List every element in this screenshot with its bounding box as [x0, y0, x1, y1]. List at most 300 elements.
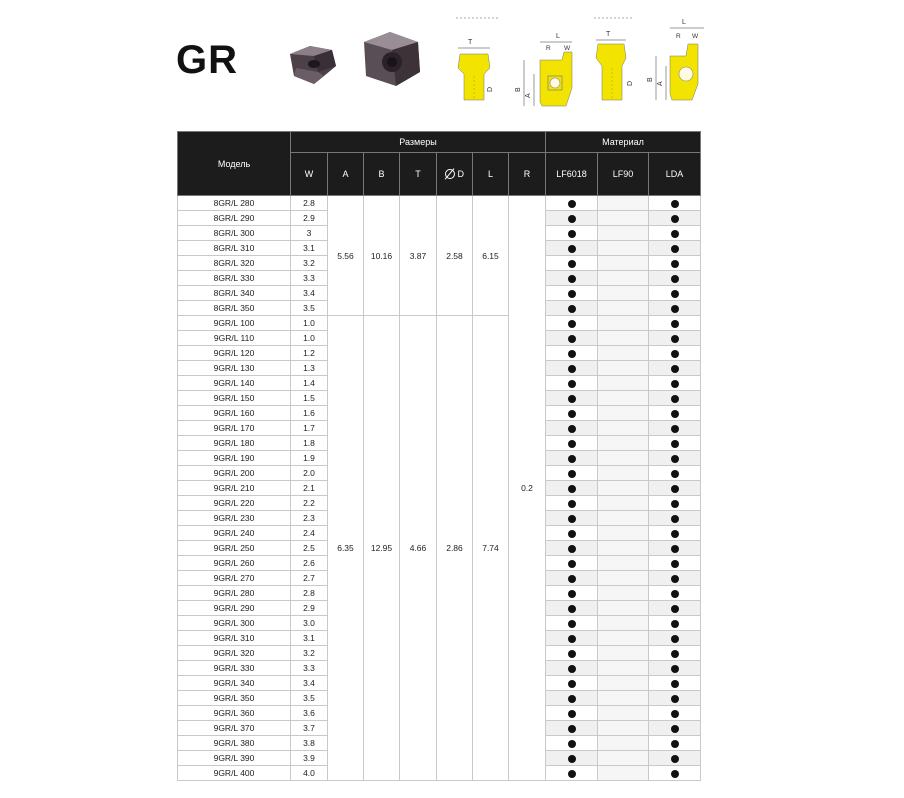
available-dot-icon	[671, 485, 679, 493]
available-dot-icon	[568, 410, 576, 418]
material-lda-cell	[649, 301, 701, 316]
available-dot-icon	[568, 740, 576, 748]
material-lf90-cell	[598, 226, 649, 241]
model-cell: 9GR/L 320	[178, 646, 291, 661]
b-cell: 12.95	[364, 316, 400, 781]
diameter-icon	[445, 169, 455, 179]
w-cell: 3.4	[291, 676, 328, 691]
dim-b-label: B	[647, 77, 654, 82]
model-cell: 9GR/L 260	[178, 556, 291, 571]
w-cell: 2.2	[291, 496, 328, 511]
available-dot-icon	[568, 290, 576, 298]
model-cell: 9GR/L 270	[178, 571, 291, 586]
w-cell: 3.5	[291, 691, 328, 706]
insert-drawing-front-9gr	[590, 14, 640, 112]
material-lf6018-cell	[546, 751, 598, 766]
w-cell: 2.5	[291, 541, 328, 556]
material-lda-cell	[649, 421, 701, 436]
w-cell: 1.3	[291, 361, 328, 376]
available-dot-icon	[568, 395, 576, 403]
material-lf90-cell	[598, 601, 649, 616]
model-cell: 9GR/L 330	[178, 661, 291, 676]
available-dot-icon	[671, 350, 679, 358]
material-lf6018-cell	[546, 271, 598, 286]
header-lda: LDA	[649, 153, 701, 196]
dim-b-label: B	[515, 87, 522, 92]
material-lf6018-cell	[546, 676, 598, 691]
w-cell: 3.1	[291, 241, 328, 256]
material-lf90-cell	[598, 436, 649, 451]
table-row	[178, 196, 701, 211]
material-lda-cell	[649, 571, 701, 586]
material-lf90-cell	[598, 721, 649, 736]
material-lf6018-cell	[546, 661, 598, 676]
insert-drawing-side-9gr	[646, 14, 716, 106]
available-dot-icon	[568, 530, 576, 538]
material-lf6018-cell	[546, 646, 598, 661]
available-dot-icon	[568, 425, 576, 433]
model-cell: 8GR/L 340	[178, 286, 291, 301]
material-lf90-cell	[598, 316, 649, 331]
model-cell: 8GR/L 350	[178, 301, 291, 316]
model-cell: 9GR/L 400	[178, 766, 291, 781]
table-row	[178, 316, 701, 331]
w-cell: 2.6	[291, 556, 328, 571]
w-cell: 4.0	[291, 766, 328, 781]
w-cell: 1.9	[291, 451, 328, 466]
w-cell: 3.1	[291, 631, 328, 646]
material-lf6018-cell	[546, 721, 598, 736]
dim-t-label: T	[606, 31, 611, 38]
w-cell: 1.8	[291, 436, 328, 451]
model-cell: 9GR/L 250	[178, 541, 291, 556]
w-cell: 3.7	[291, 721, 328, 736]
insert-photo-side	[284, 40, 350, 88]
material-lda-cell	[649, 481, 701, 496]
material-lda-cell	[649, 586, 701, 601]
material-lf6018-cell	[546, 241, 598, 256]
a-cell: 6.35	[328, 316, 364, 781]
d-cell: 2.58	[437, 196, 473, 316]
model-cell: 9GR/L 290	[178, 601, 291, 616]
available-dot-icon	[568, 605, 576, 613]
available-dot-icon	[568, 485, 576, 493]
material-lf6018-cell	[546, 316, 598, 331]
available-dot-icon	[568, 545, 576, 553]
material-lf90-cell	[598, 646, 649, 661]
available-dot-icon	[671, 680, 679, 688]
material-lf6018-cell	[546, 481, 598, 496]
material-lf6018-cell	[546, 571, 598, 586]
available-dot-icon	[568, 620, 576, 628]
model-cell: 9GR/L 100	[178, 316, 291, 331]
dim-t-label: T	[468, 39, 473, 46]
dim-w-label: W	[564, 45, 571, 52]
material-lf90-cell	[598, 616, 649, 631]
material-lda-cell	[649, 196, 701, 211]
material-lf6018-cell	[546, 361, 598, 376]
material-lda-cell	[649, 466, 701, 481]
t-cell: 4.66	[400, 316, 437, 781]
header-t: T	[400, 153, 437, 196]
dim-l-label: L	[556, 33, 560, 40]
available-dot-icon	[671, 380, 679, 388]
dim-r-label: R	[676, 33, 681, 40]
available-dot-icon	[671, 710, 679, 718]
available-dot-icon	[671, 305, 679, 313]
w-cell: 3.6	[291, 706, 328, 721]
material-lf90-cell	[598, 751, 649, 766]
available-dot-icon	[671, 455, 679, 463]
model-cell: 8GR/L 320	[178, 256, 291, 271]
material-lda-cell	[649, 646, 701, 661]
model-cell: 9GR/L 110	[178, 331, 291, 346]
available-dot-icon	[671, 755, 679, 763]
material-lf6018-cell	[546, 406, 598, 421]
available-dot-icon	[568, 590, 576, 598]
material-lf90-cell	[598, 376, 649, 391]
w-cell: 3.8	[291, 736, 328, 751]
material-lda-cell	[649, 436, 701, 451]
available-dot-icon	[568, 275, 576, 283]
header-a: A	[328, 153, 364, 196]
w-cell: 3.2	[291, 256, 328, 271]
material-lf90-cell	[598, 391, 649, 406]
material-lf90-cell	[598, 406, 649, 421]
available-dot-icon	[568, 350, 576, 358]
available-dot-icon	[568, 680, 576, 688]
available-dot-icon	[671, 230, 679, 238]
material-lf6018-cell	[546, 436, 598, 451]
material-lf90-cell	[598, 631, 649, 646]
material-lf90-cell	[598, 346, 649, 361]
material-lf90-cell	[598, 241, 649, 256]
dim-d-label: D	[487, 86, 494, 92]
material-lf90-cell	[598, 736, 649, 751]
material-lf90-cell	[598, 496, 649, 511]
available-dot-icon	[671, 395, 679, 403]
material-lf6018-cell	[546, 211, 598, 226]
insert-photo-front	[356, 28, 426, 90]
material-lda-cell	[649, 736, 701, 751]
d-cell: 2.86	[437, 316, 473, 781]
model-cell: 9GR/L 280	[178, 586, 291, 601]
material-lf90-cell	[598, 301, 649, 316]
model-cell: 9GR/L 380	[178, 736, 291, 751]
model-cell: 9GR/L 170	[178, 421, 291, 436]
material-lf90-cell	[598, 286, 649, 301]
material-lf6018-cell	[546, 196, 598, 211]
available-dot-icon	[568, 305, 576, 313]
insert-drawing-side-8gr	[512, 30, 582, 116]
available-dot-icon	[671, 650, 679, 658]
material-lf6018-cell	[546, 226, 598, 241]
w-cell: 3	[291, 226, 328, 241]
material-lf90-cell	[598, 256, 649, 271]
available-dot-icon	[671, 425, 679, 433]
material-lf90-cell	[598, 511, 649, 526]
material-lf6018-cell	[546, 496, 598, 511]
material-lda-cell	[649, 226, 701, 241]
w-cell: 2.9	[291, 601, 328, 616]
available-dot-icon	[568, 215, 576, 223]
available-dot-icon	[671, 770, 679, 778]
material-lda-cell	[649, 406, 701, 421]
available-dot-icon	[671, 260, 679, 268]
model-cell: 9GR/L 200	[178, 466, 291, 481]
available-dot-icon	[568, 710, 576, 718]
dim-w-label: W	[692, 33, 699, 40]
w-cell: 1.5	[291, 391, 328, 406]
available-dot-icon	[568, 320, 576, 328]
l-cell: 6.15	[473, 196, 509, 316]
model-cell: 9GR/L 240	[178, 526, 291, 541]
material-lf90-cell	[598, 691, 649, 706]
material-lda-cell	[649, 721, 701, 736]
model-cell: 9GR/L 140	[178, 376, 291, 391]
w-cell: 2.7	[291, 571, 328, 586]
material-lda-cell	[649, 211, 701, 226]
w-cell: 3.9	[291, 751, 328, 766]
material-lf6018-cell	[546, 376, 598, 391]
insert-drawing-front-8gr	[450, 14, 504, 112]
material-lf6018-cell	[546, 286, 598, 301]
w-cell: 2.3	[291, 511, 328, 526]
model-cell: 8GR/L 280	[178, 196, 291, 211]
w-cell: 2.9	[291, 211, 328, 226]
available-dot-icon	[568, 755, 576, 763]
w-cell: 1.0	[291, 316, 328, 331]
available-dot-icon	[568, 245, 576, 253]
available-dot-icon	[671, 575, 679, 583]
available-dot-icon	[671, 200, 679, 208]
page-title: GR	[176, 38, 238, 82]
w-cell: 3.3	[291, 271, 328, 286]
model-cell: 8GR/L 330	[178, 271, 291, 286]
available-dot-icon	[568, 230, 576, 238]
available-dot-icon	[568, 365, 576, 373]
dim-l-label: L	[682, 19, 686, 26]
material-lf6018-cell	[546, 391, 598, 406]
material-lf6018-cell	[546, 331, 598, 346]
available-dot-icon	[671, 515, 679, 523]
material-lda-cell	[649, 601, 701, 616]
material-lda-cell	[649, 691, 701, 706]
material-lf90-cell	[598, 211, 649, 226]
model-cell: 9GR/L 120	[178, 346, 291, 361]
b-cell: 10.16	[364, 196, 400, 316]
available-dot-icon	[671, 635, 679, 643]
material-lf6018-cell	[546, 556, 598, 571]
header-l: L	[473, 153, 509, 196]
material-lf6018-cell	[546, 601, 598, 616]
material-lda-cell	[649, 331, 701, 346]
available-dot-icon	[671, 530, 679, 538]
available-dot-icon	[671, 740, 679, 748]
header-d-label: D	[457, 168, 464, 179]
model-cell: 9GR/L 310	[178, 631, 291, 646]
available-dot-icon	[671, 590, 679, 598]
w-cell: 2.0	[291, 466, 328, 481]
material-lf90-cell	[598, 466, 649, 481]
material-lf90-cell	[598, 706, 649, 721]
material-lda-cell	[649, 316, 701, 331]
model-cell: 9GR/L 230	[178, 511, 291, 526]
material-lda-cell	[649, 361, 701, 376]
model-cell: 9GR/L 370	[178, 721, 291, 736]
available-dot-icon	[671, 605, 679, 613]
material-lf90-cell	[598, 661, 649, 676]
material-lf90-cell	[598, 331, 649, 346]
material-lf90-cell	[598, 541, 649, 556]
w-cell: 2.4	[291, 526, 328, 541]
available-dot-icon	[671, 275, 679, 283]
material-lf6018-cell	[546, 256, 598, 271]
w-cell: 2.8	[291, 196, 328, 211]
available-dot-icon	[671, 665, 679, 673]
available-dot-icon	[671, 215, 679, 223]
dim-a-label: A	[525, 93, 532, 98]
material-lf90-cell	[598, 766, 649, 781]
material-lda-cell	[649, 511, 701, 526]
material-lf90-cell	[598, 451, 649, 466]
available-dot-icon	[568, 575, 576, 583]
r-cell: 0.2	[509, 196, 546, 781]
material-lda-cell	[649, 751, 701, 766]
available-dot-icon	[671, 500, 679, 508]
available-dot-icon	[568, 635, 576, 643]
spec-table	[177, 131, 701, 781]
material-lf6018-cell	[546, 631, 598, 646]
available-dot-icon	[568, 335, 576, 343]
header-d	[437, 153, 473, 196]
material-lda-cell	[649, 541, 701, 556]
model-cell: 9GR/L 190	[178, 451, 291, 466]
header-lf6018: LF6018	[546, 153, 598, 196]
available-dot-icon	[568, 470, 576, 478]
model-cell: 8GR/L 290	[178, 211, 291, 226]
material-lda-cell	[649, 256, 701, 271]
material-lf90-cell	[598, 676, 649, 691]
model-cell: 9GR/L 340	[178, 676, 291, 691]
w-cell: 1.2	[291, 346, 328, 361]
material-lda-cell	[649, 451, 701, 466]
w-cell: 3.0	[291, 616, 328, 631]
model-cell: 9GR/L 130	[178, 361, 291, 376]
w-cell: 3.2	[291, 646, 328, 661]
available-dot-icon	[568, 695, 576, 703]
material-lf6018-cell	[546, 691, 598, 706]
available-dot-icon	[671, 365, 679, 373]
material-lda-cell	[649, 376, 701, 391]
available-dot-icon	[671, 320, 679, 328]
model-cell: 9GR/L 360	[178, 706, 291, 721]
w-cell: 1.4	[291, 376, 328, 391]
available-dot-icon	[568, 770, 576, 778]
available-dot-icon	[671, 560, 679, 568]
available-dot-icon	[568, 200, 576, 208]
model-cell: 8GR/L 310	[178, 241, 291, 256]
header-model: Модель	[178, 132, 291, 196]
material-lda-cell	[649, 706, 701, 721]
available-dot-icon	[568, 515, 576, 523]
available-dot-icon	[568, 260, 576, 268]
dim-d-label: D	[627, 80, 634, 86]
w-cell: 3.4	[291, 286, 328, 301]
model-cell: 9GR/L 300	[178, 616, 291, 631]
material-lda-cell	[649, 286, 701, 301]
material-lf6018-cell	[546, 766, 598, 781]
material-lf90-cell	[598, 571, 649, 586]
t-cell: 3.87	[400, 196, 437, 316]
available-dot-icon	[568, 665, 576, 673]
model-cell: 9GR/L 350	[178, 691, 291, 706]
w-cell: 1.0	[291, 331, 328, 346]
available-dot-icon	[671, 440, 679, 448]
material-lda-cell	[649, 676, 701, 691]
material-lf6018-cell	[546, 706, 598, 721]
w-cell: 3.5	[291, 301, 328, 316]
material-lda-cell	[649, 526, 701, 541]
available-dot-icon	[671, 725, 679, 733]
material-lf6018-cell	[546, 511, 598, 526]
material-lf90-cell	[598, 271, 649, 286]
material-lda-cell	[649, 556, 701, 571]
material-lf6018-cell	[546, 301, 598, 316]
header-material: Материал	[546, 132, 701, 153]
available-dot-icon	[568, 440, 576, 448]
available-dot-icon	[568, 380, 576, 388]
header-w: W	[291, 153, 328, 196]
material-lf6018-cell	[546, 736, 598, 751]
material-lda-cell	[649, 271, 701, 286]
w-cell: 1.6	[291, 406, 328, 421]
material-lf6018-cell	[546, 346, 598, 361]
material-lf90-cell	[598, 556, 649, 571]
material-lf90-cell	[598, 586, 649, 601]
model-cell: 9GR/L 160	[178, 406, 291, 421]
available-dot-icon	[671, 335, 679, 343]
w-cell: 3.3	[291, 661, 328, 676]
a-cell: 5.56	[328, 196, 364, 316]
material-lda-cell	[649, 496, 701, 511]
model-cell: 9GR/L 150	[178, 391, 291, 406]
l-cell: 7.74	[473, 316, 509, 781]
available-dot-icon	[568, 560, 576, 568]
available-dot-icon	[671, 470, 679, 478]
material-lf6018-cell	[546, 541, 598, 556]
header-dimensions: Размеры	[291, 132, 546, 153]
available-dot-icon	[568, 725, 576, 733]
w-cell: 2.8	[291, 586, 328, 601]
model-cell: 9GR/L 180	[178, 436, 291, 451]
available-dot-icon	[671, 245, 679, 253]
available-dot-icon	[671, 620, 679, 628]
material-lf6018-cell	[546, 616, 598, 631]
material-lf90-cell	[598, 526, 649, 541]
material-lf90-cell	[598, 421, 649, 436]
available-dot-icon	[568, 650, 576, 658]
material-lda-cell	[649, 241, 701, 256]
material-lf6018-cell	[546, 586, 598, 601]
available-dot-icon	[568, 500, 576, 508]
available-dot-icon	[568, 455, 576, 463]
model-cell: 8GR/L 300	[178, 226, 291, 241]
material-lf6018-cell	[546, 451, 598, 466]
material-lda-cell	[649, 766, 701, 781]
material-lda-cell	[649, 391, 701, 406]
available-dot-icon	[671, 410, 679, 418]
